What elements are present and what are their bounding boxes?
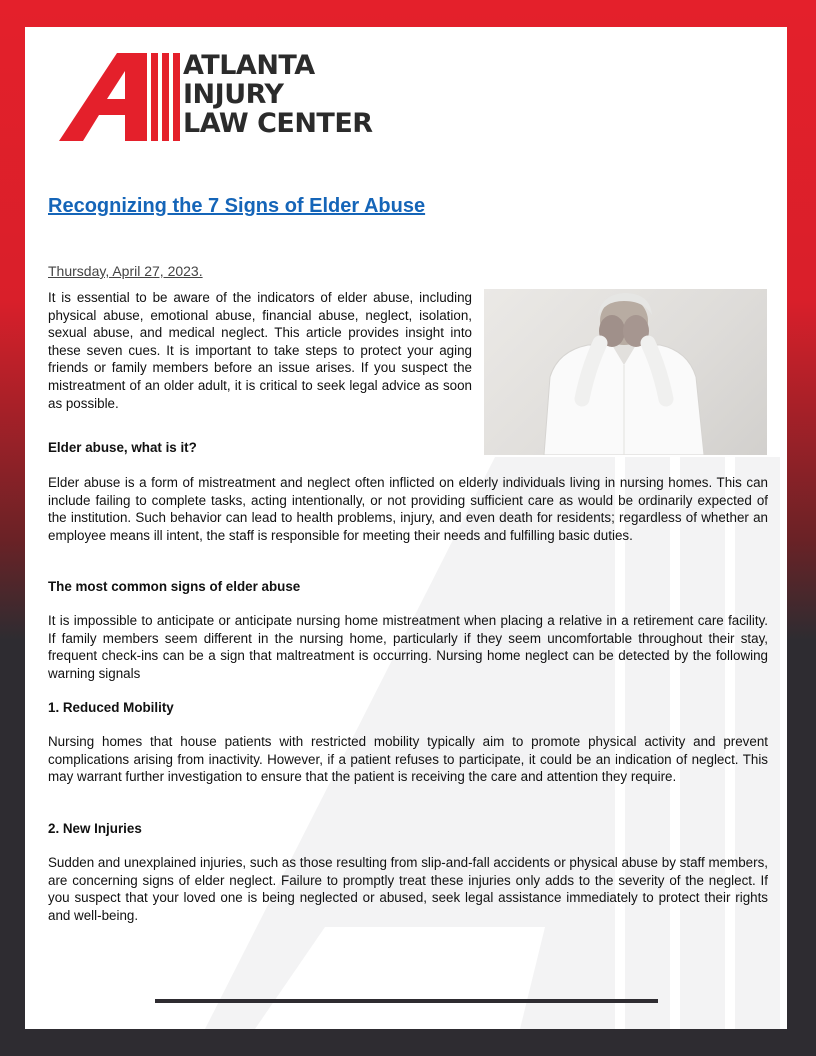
logo-line-3: LAW CENTER bbox=[183, 108, 373, 139]
article-title[interactable]: Recognizing the 7 Signs of Elder Abuse bbox=[48, 195, 426, 217]
logo-line-2: INJURY bbox=[183, 79, 284, 110]
section-heading: Elder abuse, what is it? bbox=[48, 440, 197, 455]
section-body: Nursing homes that house patients with restricted mobility typically aim to promote physical activity and prevent complications arising from inactivity. However, if a patient refuses to participate, it could be an indication of neglect. This may warrant further investigation to ensure that the patient is receiving the care and attention they require. bbox=[48, 734, 768, 785]
section-body: Sudden and unexplained injuries, such as those resulting from slip-and-fall accidents or physical abuse by staff members, are concerning signs of elder neglect. Failure to promptly treat these injuries only adds to the severity of the neglect. If you suspect that your loved one is being neglected or abused, seek legal assistance immediately to protect their rights and well-being. bbox=[48, 855, 768, 923]
article-intro: It is essential to be aware of the indicators of elder abuse, including physical abuse, emotional abuse, financial abuse, neglect, isolation, sexual abuse, and medical neglect. This article provides insight into these seven cues. It is important to take steps to protect your aging friends or family members before an issue arises. If you suspect the mistreatment of an older adult, it is critical to seek legal advice as soon as possible. bbox=[48, 290, 472, 411]
company-logo[interactable] bbox=[55, 49, 395, 143]
article-date: Thursday, April 27, 2023. bbox=[48, 263, 203, 279]
logo-mark-icon bbox=[55, 49, 183, 143]
footer-bar bbox=[155, 999, 658, 1003]
section-body: It is impossible to anticipate or anticipate nursing home mistreatment when placing a relative in a retirement care facility. If family members seem different in the nursing home, particularly if they seem uncomfortable throughout their stay, frequent check-ins can be a sign that maltreatment is occurring. Nursing home neglect can be detected by the following warning signals bbox=[48, 613, 768, 681]
elderly-man-photo-icon bbox=[484, 289, 767, 455]
article-photo bbox=[484, 289, 767, 455]
document-page bbox=[25, 27, 787, 1029]
section-body: Elder abuse is a form of mistreatment and neglect often inflicted on elderly individuals living in nursing homes. This can include failing to complete tasks, acting intentionally, or not providing sufficient care as would be ordinarily expected of the institution. Such behavior can lead to health problems, injury, and even death for residents; regardless of whether an employee means ill intent, the staff is responsible for meeting their needs and fulfilling basic duties. bbox=[48, 475, 768, 543]
section-heading: 2. New Injuries bbox=[48, 821, 142, 836]
section-heading: 1. Reduced Mobility bbox=[48, 700, 174, 715]
logo-wordmark bbox=[183, 51, 373, 138]
logo-line-1: ATLANTA bbox=[183, 50, 315, 81]
section-heading: The most common signs of elder abuse bbox=[48, 579, 301, 594]
